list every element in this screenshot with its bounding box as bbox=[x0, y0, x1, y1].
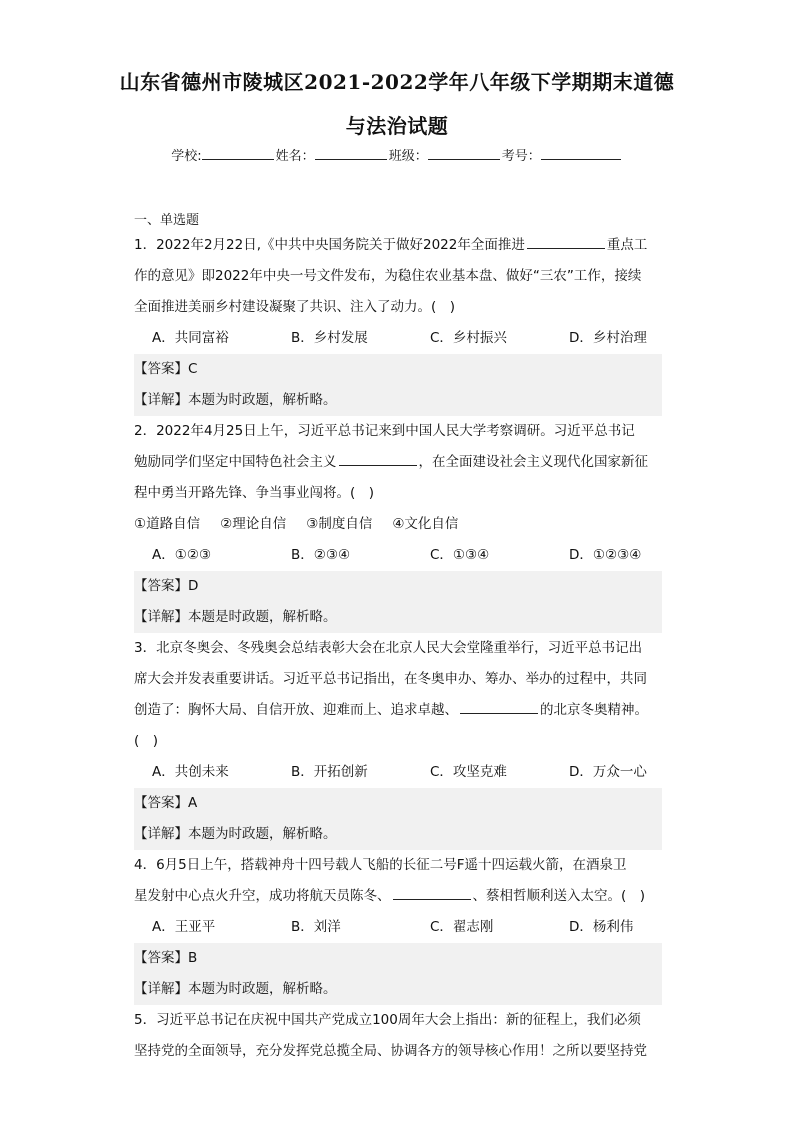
id-blank[interactable] bbox=[541, 145, 621, 160]
class-blank[interactable] bbox=[428, 145, 500, 160]
q3-option-b[interactable]: B．开拓创新 bbox=[291, 764, 368, 780]
q3-option-c[interactable]: C．攻坚克难 bbox=[430, 764, 507, 780]
q4-option-d[interactable]: D．杨利伟 bbox=[569, 919, 634, 935]
q4-line-1: 4．6月5日上午，搭载神舟十四号载人飞船的长征二号F遥十四运载火箭，在酒泉卫 bbox=[134, 857, 627, 873]
q2-text-b: ，在全面建设社会主义现代化国家新征 bbox=[418, 454, 648, 470]
q2-statements bbox=[134, 509, 662, 540]
q3-line-2: 席大会并发表重要讲话。习近平总书记指出，在冬奥申办、筹办、举办的过程中，共同 bbox=[134, 671, 647, 687]
q5-line-1: 5．习近平总书记在庆祝中国共产党成立100周年大会上指出：新的征程上，我们必须 bbox=[134, 1012, 641, 1028]
section-title: 一、单选题 bbox=[134, 213, 200, 228]
q1-option-b[interactable]: B．乡村发展 bbox=[291, 330, 368, 346]
q3-option-d[interactable]: D．万众一心 bbox=[569, 764, 647, 780]
q2-fill-blank bbox=[339, 449, 417, 466]
q4-detail: 【详解】本题为时政题，解析略。 bbox=[134, 974, 662, 1005]
q3-text-a: 创造了：胸怀大局、自信开放、迎难而上、追求卓越、 bbox=[134, 702, 458, 718]
student-info-line bbox=[0, 145, 794, 164]
q4-option-b[interactable]: B．刘洋 bbox=[291, 919, 341, 935]
q4-line-2 bbox=[134, 881, 662, 912]
q2-option-d[interactable]: D．①②③④ bbox=[569, 547, 642, 563]
q1-line-1 bbox=[134, 230, 662, 261]
q2-line-3: 程中勇当开路先锋、争当事业闯将。( ) bbox=[134, 485, 375, 501]
id-label: 考号： bbox=[501, 149, 541, 164]
q4-text-b: 、蔡相哲顺利送入太空。( ) bbox=[472, 888, 646, 904]
q2-statement-3: ③制度自信 bbox=[306, 516, 373, 532]
q3-fill-blank bbox=[460, 697, 538, 714]
q3-line-3 bbox=[134, 695, 662, 726]
q4-fill-blank bbox=[393, 883, 471, 900]
q1-option-c[interactable]: C．乡村振兴 bbox=[430, 330, 507, 346]
q3-line-1: 3．北京冬奥会、冬残奥会总结表彰大会在北京人民大会堂隆重举行，习近平总书记出 bbox=[134, 640, 643, 656]
q2-option-c[interactable]: C．①③④ bbox=[430, 547, 490, 563]
class-label: 班级： bbox=[388, 149, 428, 164]
q2-statement-2: ②理论自信 bbox=[220, 516, 287, 532]
q2-text-a: 勉励同学们坚定中国特色社会主义 bbox=[134, 454, 337, 470]
q3-detail: 【详解】本题为时政题，解析略。 bbox=[134, 819, 662, 850]
q1-text-a: 1．2022年2月22日,《中共中央国务院关于做好2022年全面推进 bbox=[134, 237, 525, 253]
q1-line-2: 作的意见》即2022年中央一号文件发布，为稳住农业基本盘、做好“三农”工作，接续 bbox=[134, 268, 642, 284]
q2-detail: 【详解】本题是时政题，解析略。 bbox=[134, 602, 662, 633]
q4-text-a: 星发射中心点火升空，成功将航天员陈冬、 bbox=[134, 888, 391, 904]
school-label: 学校: bbox=[171, 149, 202, 164]
q2-option-b[interactable]: B．②③④ bbox=[291, 547, 351, 563]
q3-text-b: 的北京冬奥精神。 bbox=[540, 702, 648, 718]
q4-option-a[interactable]: A．王亚平 bbox=[152, 919, 216, 935]
q5-line-2: 坚持党的全面领导，充分发挥党总揽全局、协调各方的领导核心作用！之所以要坚持党 bbox=[134, 1043, 647, 1059]
q4-option-c[interactable]: C．翟志刚 bbox=[430, 919, 494, 935]
q2-statement-1: ①道路自信 bbox=[134, 516, 201, 532]
q2-options bbox=[134, 540, 662, 571]
q1-line-3: 全面推进美丽乡村建设凝聚了共识、注入了动力。( ) bbox=[134, 299, 456, 315]
q1-detail: 【详解】本题为时政题，解析略。 bbox=[134, 385, 662, 416]
q2-line-1: 2．2022年4月25日上午，习近平总书记来到中国人民大学考察调研。习近平总书记 bbox=[134, 423, 635, 439]
q4-options bbox=[134, 912, 662, 943]
q1-fill-blank bbox=[527, 232, 605, 249]
title-line-2: 与法治试题 bbox=[345, 114, 449, 138]
q1-options bbox=[134, 323, 662, 354]
q2-answer: 【答案】D bbox=[134, 571, 662, 602]
questions-content bbox=[134, 230, 662, 1067]
q4-answer: 【答案】B bbox=[134, 943, 662, 974]
q1-text-b: 重点工 bbox=[606, 237, 648, 253]
name-blank[interactable] bbox=[315, 145, 387, 160]
q1-option-d[interactable]: D．乡村治理 bbox=[569, 330, 647, 346]
q3-option-a[interactable]: A．共创未来 bbox=[152, 764, 229, 780]
q2-option-a[interactable]: A．①②③ bbox=[152, 547, 212, 563]
q3-line-4: ( ) bbox=[134, 733, 159, 749]
q3-options bbox=[134, 757, 662, 788]
title-line-1: 山东省德州市陵城区2021-2022学年八年级下学期期末道德 bbox=[119, 70, 675, 94]
name-label: 姓名： bbox=[275, 149, 315, 164]
q1-answer: 【答案】C bbox=[134, 354, 662, 385]
school-blank[interactable] bbox=[202, 145, 274, 160]
q3-answer: 【答案】A bbox=[134, 788, 662, 819]
q2-line-2 bbox=[134, 447, 662, 478]
q2-statement-4: ④文化自信 bbox=[392, 516, 459, 532]
q1-option-a[interactable]: A．共同富裕 bbox=[152, 330, 229, 346]
